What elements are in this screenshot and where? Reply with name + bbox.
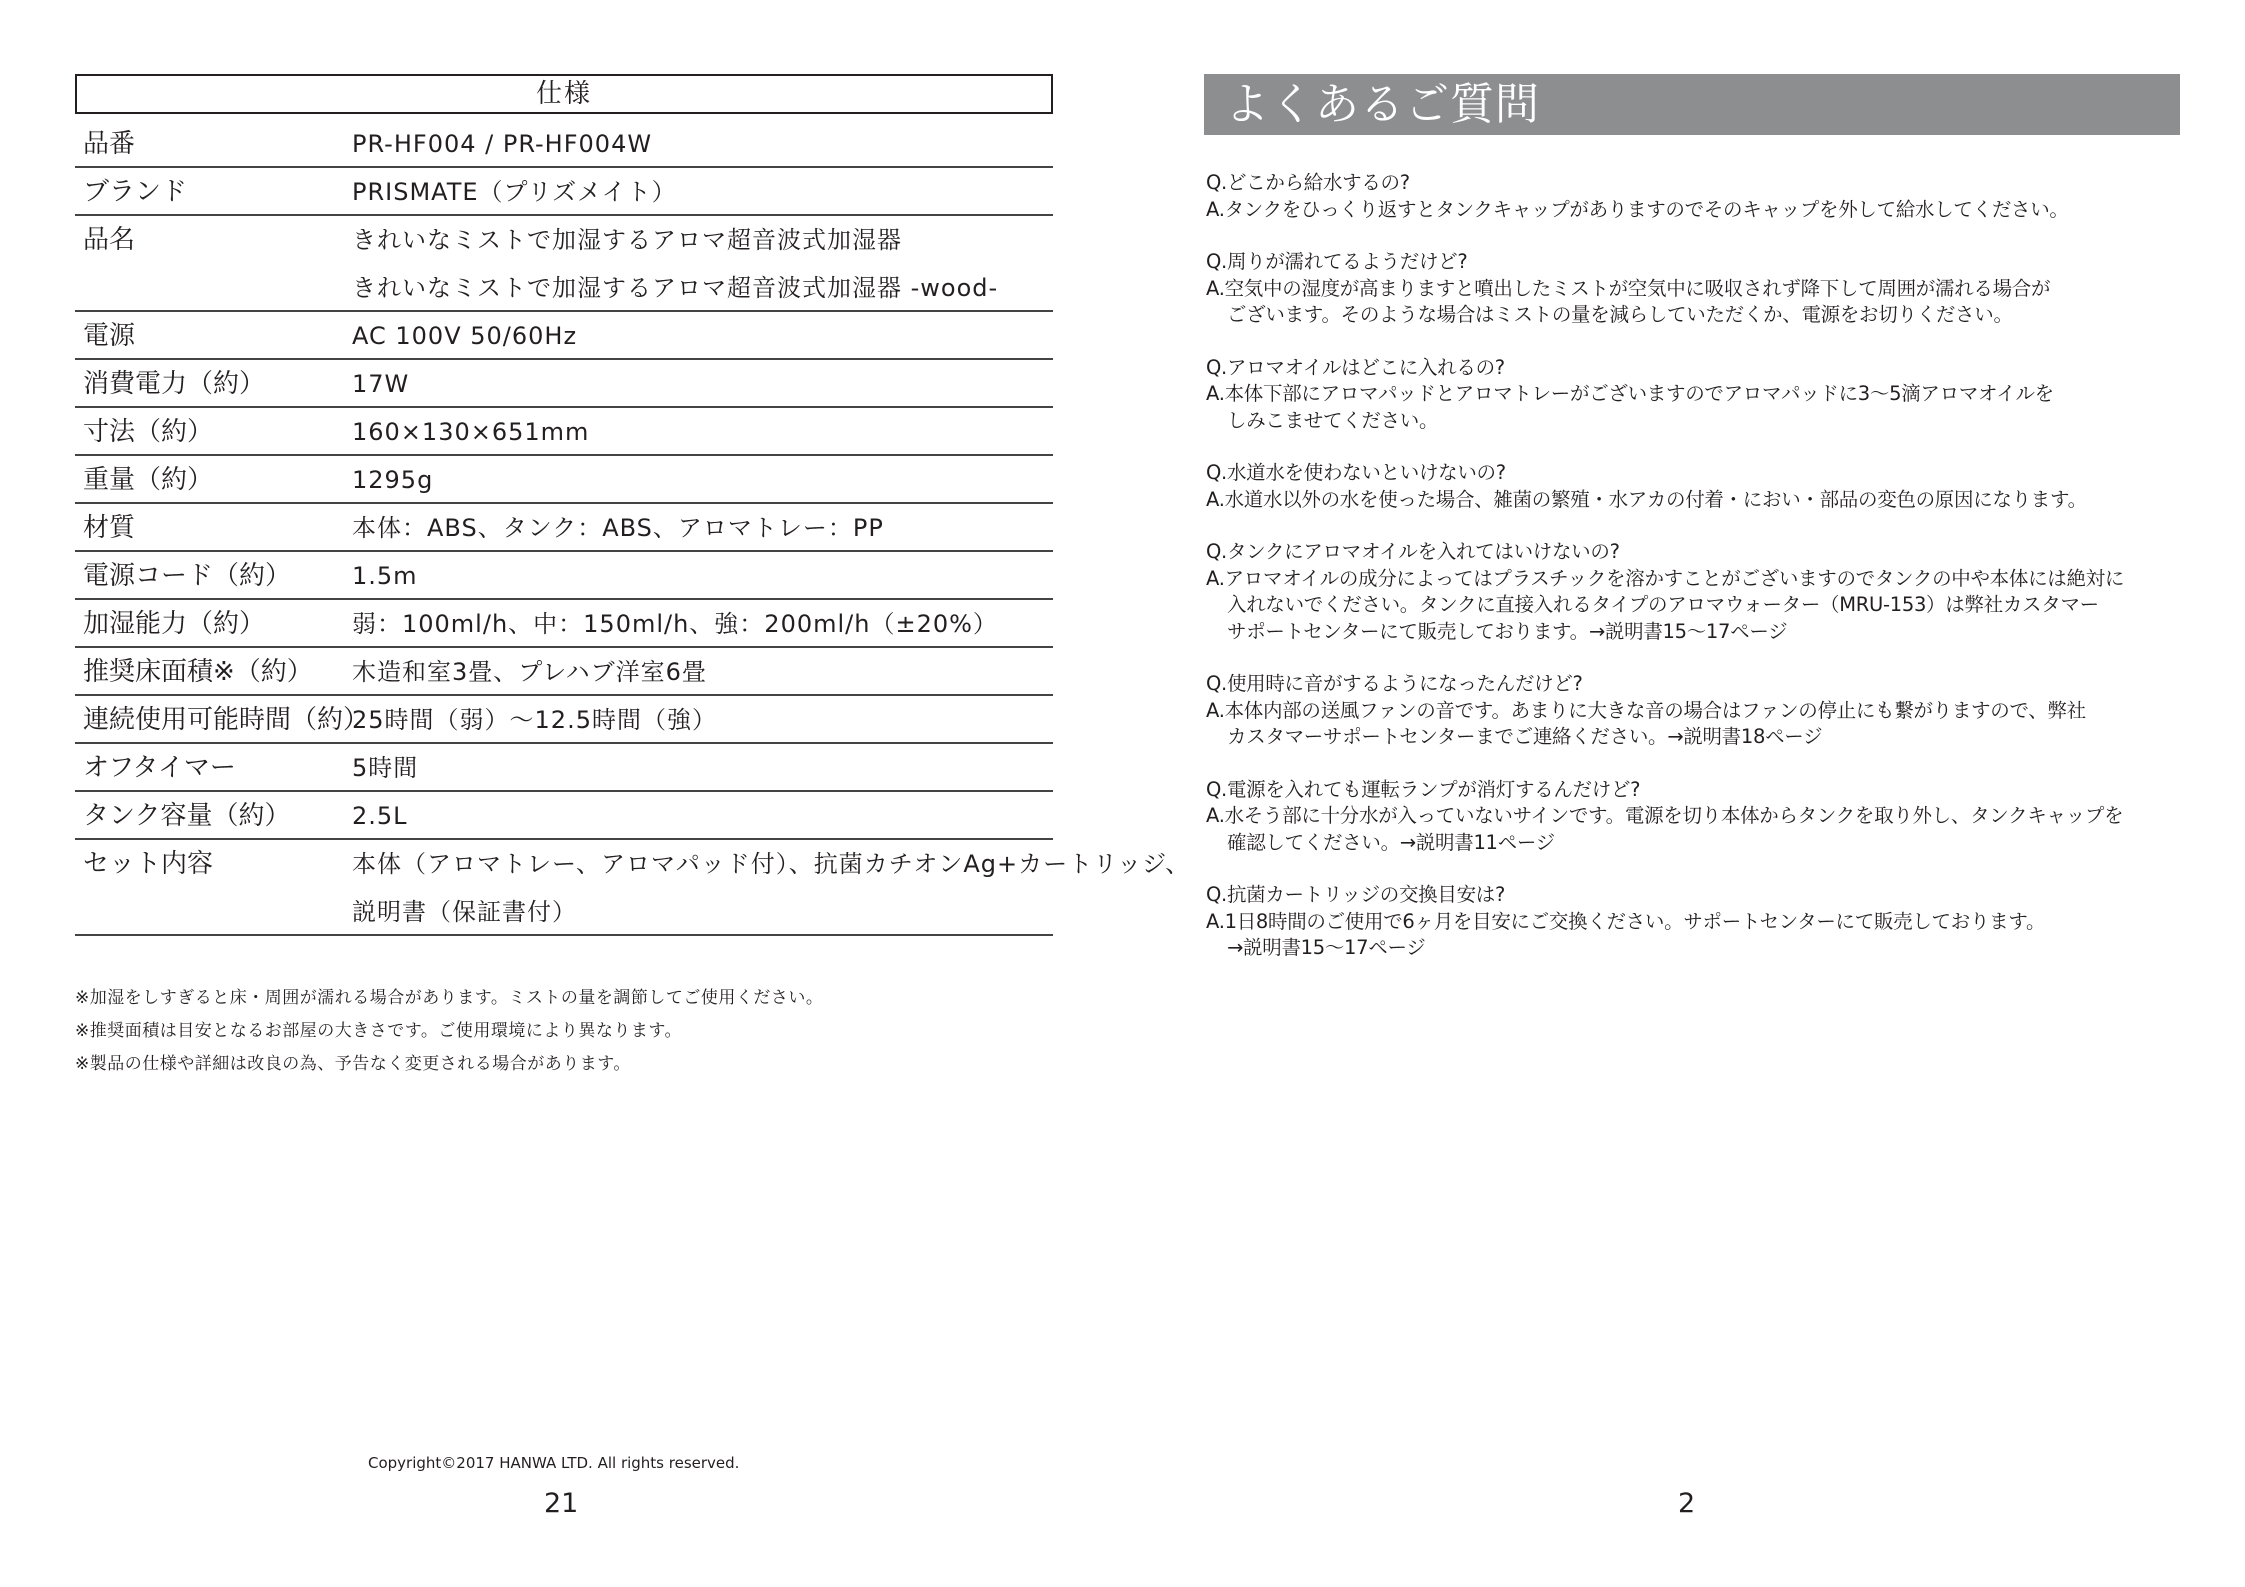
spec-row	[75, 168, 1053, 216]
spec-row	[75, 696, 1053, 744]
faq-answer-line: A.水そう部に十分水が入っていないサインです。電源を切り本体からタンクを取り外し、タンクキャップを	[1206, 804, 2124, 827]
spec-row	[75, 120, 1053, 168]
faq-question: Q.どこから給水するの?	[1206, 171, 1410, 194]
spec-label: 寸法（約）	[83, 417, 214, 447]
spec-values	[352, 840, 1190, 934]
copyright: Copyright©2017 HANWA LTD. All rights reserved.	[368, 1454, 740, 1472]
spec-row	[75, 312, 1053, 360]
spec-values	[352, 792, 1053, 838]
faq-list	[1206, 170, 2184, 988]
faq-item	[1206, 170, 2184, 223]
faq-question: Q.電源を入れても運転ランプが消灯するんだけど?	[1206, 777, 1641, 801]
faq-question: Q.タンクにアロマオイルを入れてはいけないの?	[1206, 540, 1620, 563]
spec-values	[352, 408, 1053, 454]
page-number-left: 21	[544, 1488, 579, 1519]
faq-item	[1206, 249, 2184, 329]
faq-answer-line: A.水道水以外の水を使った場合、雑菌の繁殖・水アカの付着・におい・部品の変色の原因になります。	[1206, 487, 2087, 511]
faq-answer-line: ございます。そのような場合はミストの量を減らしていただくか、電源をお切りください。	[1227, 303, 2013, 326]
spec-section	[75, 74, 1191, 936]
spec-label: ブランド	[83, 177, 188, 207]
faq-title: よくあるご質問	[1204, 74, 2180, 135]
spec-values	[352, 696, 1053, 742]
spec-value: 弱：100ml/h、中：150ml/h、強：200ml/h（±20%）	[352, 610, 998, 638]
spec-value: 160×130×651mm	[352, 418, 590, 446]
spec-value: 17W	[352, 370, 410, 398]
spec-label: 重量（約）	[83, 465, 214, 495]
spec-value: きれいなミストで加湿するアロマ超音波式加湿器 -wood-	[352, 274, 999, 302]
faq-answer-line: A.アロマオイルの成分によってはプラスチックを溶かすことがございますのでタンクの中や本体には絶対に	[1206, 566, 2125, 590]
faq-answer-line: A.本体内部の送風ファンの音です。あまりに大きな音の場合はファンの停止にも繋がりますので、弊社	[1206, 698, 2086, 722]
faq-answer-line: カスタマーサポートセンターまでご連絡ください。→説明書18ページ	[1227, 725, 1823, 748]
faq-item	[1206, 539, 2184, 645]
spec-notes	[75, 982, 1055, 1081]
spec-value: 木造和室3畳、プレハブ洋室6畳	[352, 658, 707, 686]
spec-label: タンク容量（約）	[83, 801, 291, 831]
spec-table	[75, 120, 1191, 936]
spec-value: PR-HF004 / PR-HF004W	[352, 130, 653, 158]
spec-row	[75, 840, 1191, 936]
faq-answer-line: →説明書15～17ページ	[1227, 936, 1426, 959]
faq-answer-line: しみこませてください。	[1227, 408, 1439, 432]
spec-row	[75, 648, 1053, 696]
spec-value: 本体（アロマトレー、アロマパッド付）、抗菌カチオンAg+カートリッジ、	[352, 850, 1191, 878]
spec-value: AC 100V 50/60Hz	[352, 322, 578, 350]
spec-value: 1.5m	[352, 562, 418, 590]
spec-note: ※推奨面積は目安となるお部屋の大きさです。ご使用環境により異なります。	[75, 1021, 683, 1041]
spec-values	[352, 600, 1053, 646]
spec-label: セット内容	[83, 849, 214, 879]
spec-note: ※加湿をしすぎると床・周囲が濡れる場合があります。ミストの量を調節してご使用ください。	[75, 988, 824, 1008]
spec-value: PRISMATE（プリズメイト）	[352, 178, 677, 206]
spec-row	[75, 456, 1053, 504]
spec-label: 消費電力（約）	[83, 369, 266, 399]
spec-row	[75, 744, 1053, 792]
spec-row	[75, 216, 1053, 312]
spec-row	[75, 600, 1053, 648]
faq-answer-line: A.タンクをひっくり返すとタンクキャップがありますのでそのキャップを外して給水してください。	[1206, 197, 2069, 221]
spec-label: 連続使用可能時間（約）	[83, 705, 370, 735]
spec-values	[352, 360, 1053, 406]
spec-values	[352, 216, 1053, 310]
faq-question: Q.周りが濡れてるようだけど?	[1206, 250, 1468, 273]
faq-item	[1206, 777, 2184, 857]
spec-values	[352, 744, 1053, 790]
spec-value: 2.5L	[352, 802, 408, 830]
spec-row	[75, 552, 1053, 600]
spec-row	[75, 360, 1053, 408]
spec-value: きれいなミストで加湿するアロマ超音波式加湿器	[352, 226, 902, 254]
spec-title: 仕様	[75, 74, 1053, 114]
spec-label: 電源コード（約）	[83, 561, 292, 591]
faq-item	[1206, 882, 2184, 962]
spec-values	[352, 120, 1053, 166]
faq-answer-line: サポートセンターにて販売しております。→説明書15～17ページ	[1227, 619, 1788, 643]
spec-row	[75, 408, 1053, 456]
spec-label: 品番	[83, 129, 136, 159]
spec-values	[352, 456, 1053, 502]
spec-values	[352, 168, 1053, 214]
spec-value: 1295g	[352, 466, 434, 494]
page-number-right: 2	[1678, 1488, 1696, 1519]
faq-item	[1206, 671, 2184, 751]
faq-answer-line: A.1日8時間のご使用で6ヶ月を目安にご交換ください。サポートセンターにて販売しております。	[1206, 909, 2046, 933]
spec-label: オフタイマー	[83, 753, 236, 783]
spec-values	[352, 648, 1053, 694]
faq-question: Q.使用時に音がするようになったんだけど?	[1206, 672, 1583, 695]
spec-row	[75, 504, 1053, 552]
spec-label: 電源	[83, 321, 136, 351]
spec-label: 推奨床面積※（約）	[83, 657, 313, 687]
faq-answer-line: A.空気中の湿度が高まりますと噴出したミストが空気中に吸収されず降下して周囲が濡れる場合が	[1206, 276, 2051, 300]
spec-values	[352, 312, 1053, 358]
spec-row	[75, 792, 1053, 840]
faq-item	[1206, 460, 2184, 513]
spec-values	[352, 504, 1053, 550]
faq-answer-line: A.本体下部にアロマパッドとアロマトレーがございますのでアロマパッドに3～5滴アロマオイルを	[1206, 382, 2054, 405]
faq-item	[1206, 355, 2184, 435]
faq-question: Q.アロマオイルはどこに入れるの?	[1206, 355, 1505, 379]
spec-value: 5時間	[352, 754, 419, 782]
faq-answer-line: 入れないでください。タンクに直接入れるタイプのアロマウォーター（MRU-153）は弊社カスタマー	[1227, 593, 2099, 616]
spec-label: 材質	[83, 513, 136, 543]
spec-values	[352, 552, 1053, 598]
spec-value: 25時間（弱）～12.5時間（強）	[352, 706, 717, 734]
spec-note: ※製品の仕様や詳細は改良の為、予告なく変更される場合があります。	[75, 1054, 631, 1074]
spec-label: 品名	[83, 225, 136, 255]
spec-label: 加湿能力（約）	[83, 609, 266, 639]
faq-question: Q.抗菌カートリッジの交換目安は?	[1206, 883, 1506, 906]
spec-value: 本体：ABS、タンク：ABS、アロマトレー：PP	[352, 514, 884, 542]
faq-question: Q.水道水を使わないといけないの?	[1206, 461, 1506, 484]
spec-value: 説明書（保証書付）	[352, 898, 577, 926]
faq-answer-line: 確認してください。→説明書11ページ	[1227, 830, 1555, 854]
